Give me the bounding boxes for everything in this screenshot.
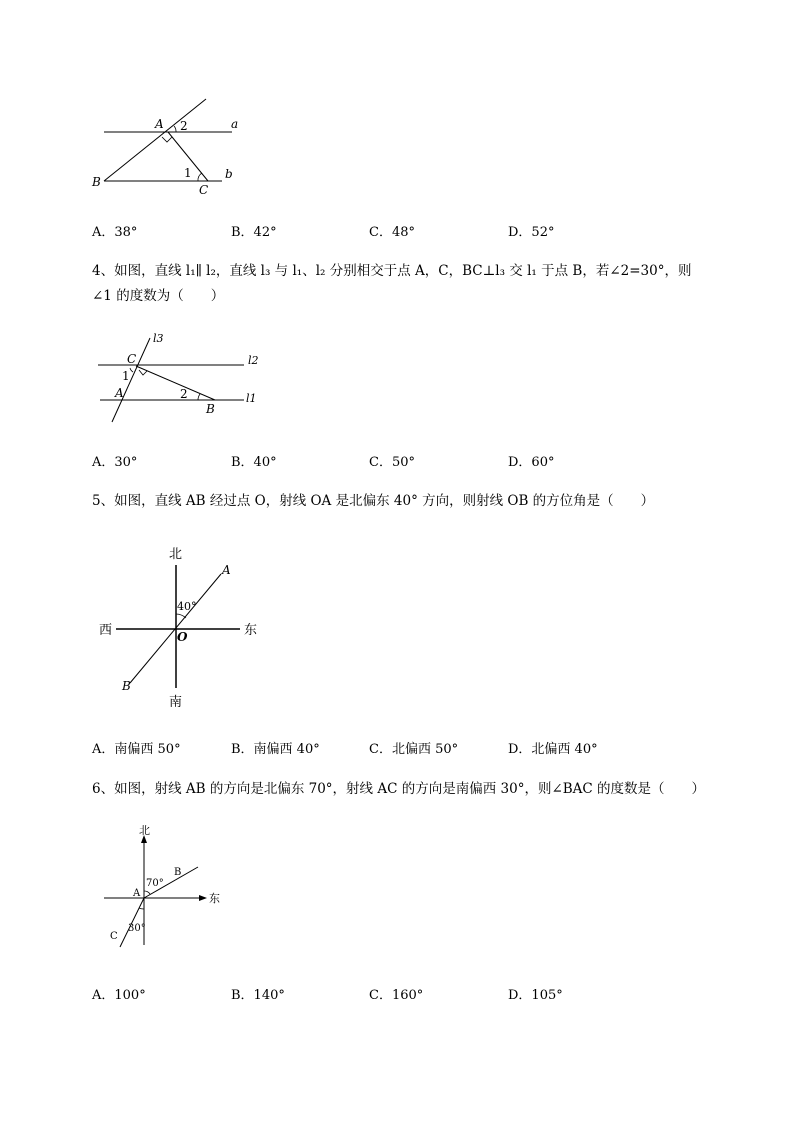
label-2: 2 [180, 387, 188, 401]
q6-option-c: C．160° [369, 988, 424, 1003]
q6-option-b: B．140° [231, 988, 285, 1003]
q4-option-c: C．50° [369, 455, 415, 470]
q4-option-a: A．30° [92, 455, 138, 470]
east-arrow-icon [199, 895, 207, 901]
q3-option-a: A．38° [92, 225, 138, 240]
q5-option-d: D．北偏西 40° [508, 742, 598, 757]
label-O: O [177, 630, 188, 644]
label-l1: l1 [246, 392, 257, 405]
q5-option-c: C．北偏西 50° [369, 742, 459, 757]
label-A: A [115, 386, 124, 400]
label-east: 东 [244, 623, 258, 638]
q4-text-line2: ∠1 的度数为（ ） [92, 288, 225, 304]
q4-option-d: D．60° [508, 455, 555, 470]
angle-2-arc [198, 394, 200, 400]
label-east: 东 [209, 892, 220, 905]
q5-option-a: A．南偏西 50° [92, 742, 181, 757]
label-north: 北 [169, 547, 183, 562]
line-l3 [112, 338, 150, 422]
angle-30-arc [139, 908, 144, 909]
angle-70-arc [144, 891, 150, 894]
label-2: 2 [180, 119, 188, 133]
label-b: b [225, 167, 233, 181]
q3-option-b: B．42° [231, 225, 277, 240]
label-l3: l3 [153, 332, 164, 345]
q3-figure [0, 0, 794, 200]
label-west: 西 [99, 623, 113, 638]
q4-option-b: B．40° [231, 455, 277, 470]
right-angle-mark [162, 137, 172, 142]
label-B: B [92, 175, 101, 189]
label-30: 30° [128, 923, 146, 934]
q6-option-d: D．105° [508, 988, 563, 1003]
label-a: a [231, 117, 239, 131]
label-C: C [199, 183, 209, 197]
angle-2-arc [174, 126, 176, 132]
label-l2: l2 [248, 354, 259, 367]
label-south: 南 [169, 695, 183, 710]
label-1: 1 [122, 369, 130, 383]
q6-option-a: A．100° [92, 988, 146, 1003]
q4-figure [0, 320, 794, 430]
label-A: A [155, 117, 164, 131]
label-B: B [122, 679, 131, 693]
q3-option-c: C．48° [369, 225, 415, 240]
label-A: A [222, 563, 231, 577]
label-40: 40° [177, 600, 197, 613]
label-1: 1 [184, 166, 192, 180]
label-70: 70° [146, 878, 164, 889]
q3-option-d: D．52° [508, 225, 555, 240]
angle-1-arc [198, 173, 202, 181]
q6-text: 6、如图，射线 AB 的方向是北偏东 70°，射线 AC 的方向是南偏西 30°，则∠BAC 的度数是（ ） [92, 781, 706, 797]
label-B: B [174, 867, 182, 878]
q5-text: 5、如图，直线 AB 经过点 O，射线 OA 是北偏东 40° 方向，则射线 OB 的方位角是（ ） [92, 493, 655, 509]
q5-option-b: B．南偏西 40° [231, 742, 320, 757]
angle-1-arc [130, 368, 133, 372]
q4-text-line1: 4、如图，直线 l₁∥ l₂，直线 l₃ 与 l₁、l₂ 分别相交于点 A，C，BC⊥l₃ 交 l₁ 于点 B，若∠2=30°，则 [92, 263, 692, 279]
q5-figure [0, 540, 794, 715]
line-cb [136, 366, 215, 400]
label-C: C [110, 931, 118, 942]
label-C: C [127, 352, 137, 366]
label-north: 北 [139, 824, 150, 837]
q6-figure [0, 815, 794, 955]
label-A: A [133, 888, 141, 899]
label-B: B [206, 402, 215, 416]
